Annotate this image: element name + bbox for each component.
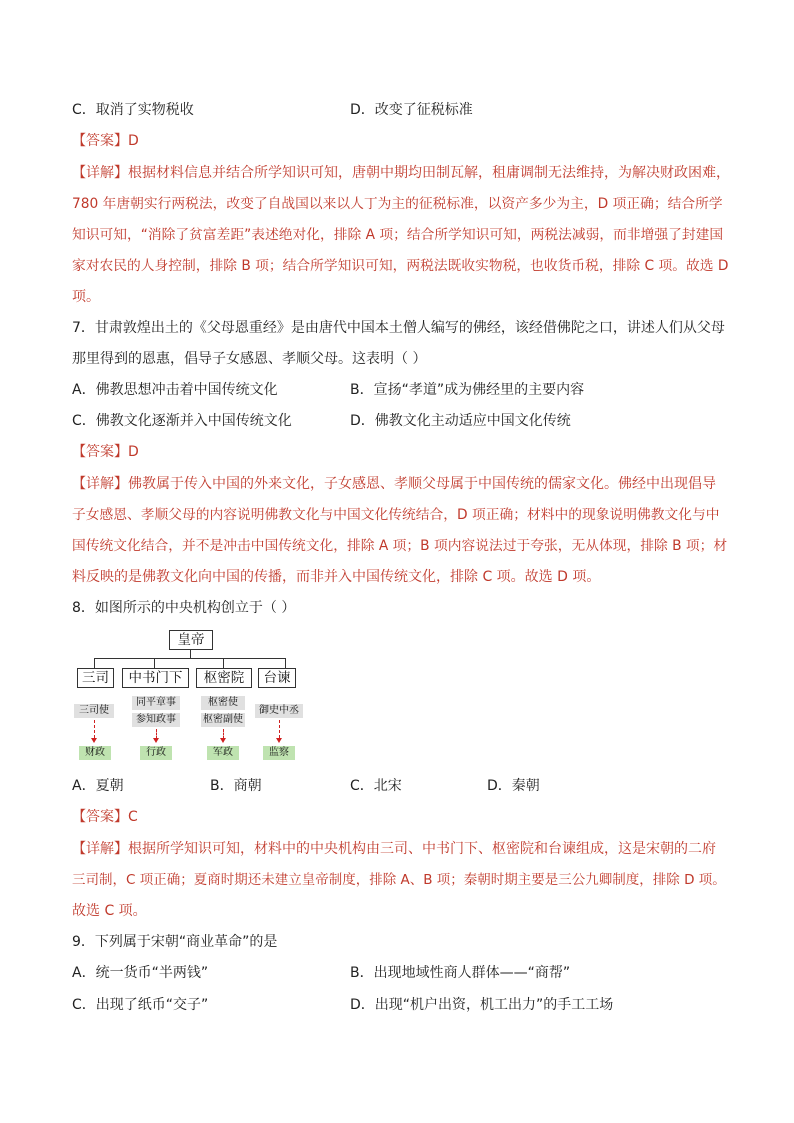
diagram-function-military: 军政 — [207, 746, 239, 760]
q9-option-c: C．出现了纸币“交子” — [72, 997, 209, 1013]
diagram-official: 同平章事 — [132, 696, 180, 710]
q7-detail-line: 子女感恩、孝顺父母的内容说明佛教文化与中国文化传统结合，D 项正确；材料中的现象说明佛教文化与中 — [72, 507, 720, 523]
diagram-connector — [94, 658, 286, 659]
diagram-branch-zhongshu: 中书门下 — [122, 668, 189, 688]
q9-stem: 9．下列属于宋朝“商业革命”的是 — [72, 934, 278, 950]
q8-detail-line: 三司制，C 项正确；夏商时期还未建立皇帝制度，排除 A、B 项；秦朝时期主要是三公九卿制度，排除 D 项。 — [72, 872, 726, 888]
diagram-branch-shumi: 枢密院 — [196, 668, 252, 688]
q8-detail-line: 【详解】根据所学知识可知，材料中的中央机构由三司、中书门下、枢密院和台谏组成，这是宋朝的二府 — [72, 841, 716, 857]
diagram-arrow-line — [279, 720, 280, 738]
q8-detail-line: 故选 C 项。 — [72, 903, 147, 919]
diagram-arrow-head — [91, 738, 97, 743]
diagram-official: 三司使 — [74, 704, 114, 718]
diagram-function-administration: 行政 — [140, 746, 172, 760]
diagram-official: 枢密使 — [201, 696, 245, 710]
q8-answer: 【答案】C — [72, 809, 138, 825]
diagram-function-finance: 财政 — [79, 746, 111, 760]
diagram-function-supervision: 监察 — [263, 746, 295, 760]
diagram-official: 参知政事 — [132, 713, 180, 727]
q7-stem-line: 那里得到的恩惠，倡导子女感恩、孝顺父母。这表明（ ） — [72, 351, 427, 367]
q9-option-a: A．统一货币“半两钱” — [72, 965, 209, 981]
q9-option-b: B．出现地域性商人群体——“商帮” — [350, 965, 571, 981]
q7-stem-line: 7．甘肃敦煌出土的《父母恩重经》是由唐代中国本土僧人编写的佛经，该经借佛陀之口，讲述人们从父母 — [72, 320, 725, 336]
q7-option-d: D．佛教文化主动适应中国文化传统 — [350, 413, 571, 429]
q6-detail-line: 项。 — [72, 289, 100, 305]
diagram-connector — [94, 658, 95, 668]
q6-detail-line: 家对农民的人身控制，排除 B 项；结合所学知识可知，两税法既收实物税，也收货币税，排除 C 项。故选 D — [72, 258, 729, 274]
q6-detail-line: 知识可知，“消除了贫富差距”表述绝对化，排除 A 项；结合所学知识可知，两税法减弱，而非增强了封建国 — [72, 227, 724, 243]
q8-stem: 8．如图所示的中央机构创立于（ ） — [72, 600, 296, 616]
diagram-arrow-head — [153, 738, 159, 743]
q6-option-d: D．改变了征税标准 — [350, 102, 473, 118]
q7-option-c: C．佛教文化逐渐并入中国传统文化 — [72, 413, 292, 429]
diagram-arrow-head — [220, 738, 226, 743]
diagram-connector — [223, 658, 224, 668]
diagram-official: 枢密副使 — [203, 714, 243, 725]
q7-detail-line: 国传统文化结合，并不是冲击中国传统文化，排除 A 项；B 项内容说法过于夸张，无从体现，排除 B 项；材 — [72, 538, 728, 554]
q8-option-b: B．商朝 — [210, 778, 262, 794]
diagram-branch-sansi: 三司 — [77, 668, 114, 688]
q9-option-d: D．出现“机户出资，机工出力”的手工工场 — [350, 997, 614, 1013]
central-government-diagram — [72, 630, 312, 765]
diagram-connector — [190, 650, 191, 658]
q6-detail-line: 【详解】根据材料信息并结合所学知识可知，唐朝中期均田制瓦解，租庸调制无法维持，为解决财政困难， — [72, 165, 730, 181]
diagram-connector — [285, 658, 286, 668]
diagram-official: 御史中丞 — [255, 704, 303, 718]
q7-answer: 【答案】D — [72, 444, 139, 460]
q7-option-a: A．佛教思想冲击着中国传统文化 — [72, 382, 278, 398]
q7-detail-line: 【详解】佛教属于传入中国的外来文化，子女感恩、孝顺父母属于中国传统的儒家文化。佛经中出现倡导 — [72, 476, 716, 492]
q8-option-d: D．秦朝 — [487, 778, 540, 794]
q7-option-b: B．宣扬“孝道”成为佛经里的主要内容 — [350, 382, 585, 398]
q6-answer: 【答案】D — [72, 133, 139, 149]
diagram-arrow-line — [94, 720, 95, 738]
q6-option-c: C．取消了实物税收 — [72, 102, 194, 118]
diagram-branch-taijian: 台谏 — [258, 668, 296, 688]
diagram-arrow-head — [276, 738, 282, 743]
q8-option-a: A．夏朝 — [72, 778, 124, 794]
q8-option-c: C．北宋 — [350, 778, 402, 794]
diagram-emperor-box: 皇帝 — [169, 630, 213, 650]
q7-detail-line: 料反映的是佛教文化向中国的传播，而非并入中国传统文化，排除 C 项。故选 D 项。 — [72, 569, 601, 585]
q6-detail-line: 780 年唐朝实行两税法，改变了自战国以来以人丁为主的征税标准，以资产多少为主，D 项正确；结合所学 — [72, 196, 723, 212]
diagram-connector — [154, 658, 155, 668]
